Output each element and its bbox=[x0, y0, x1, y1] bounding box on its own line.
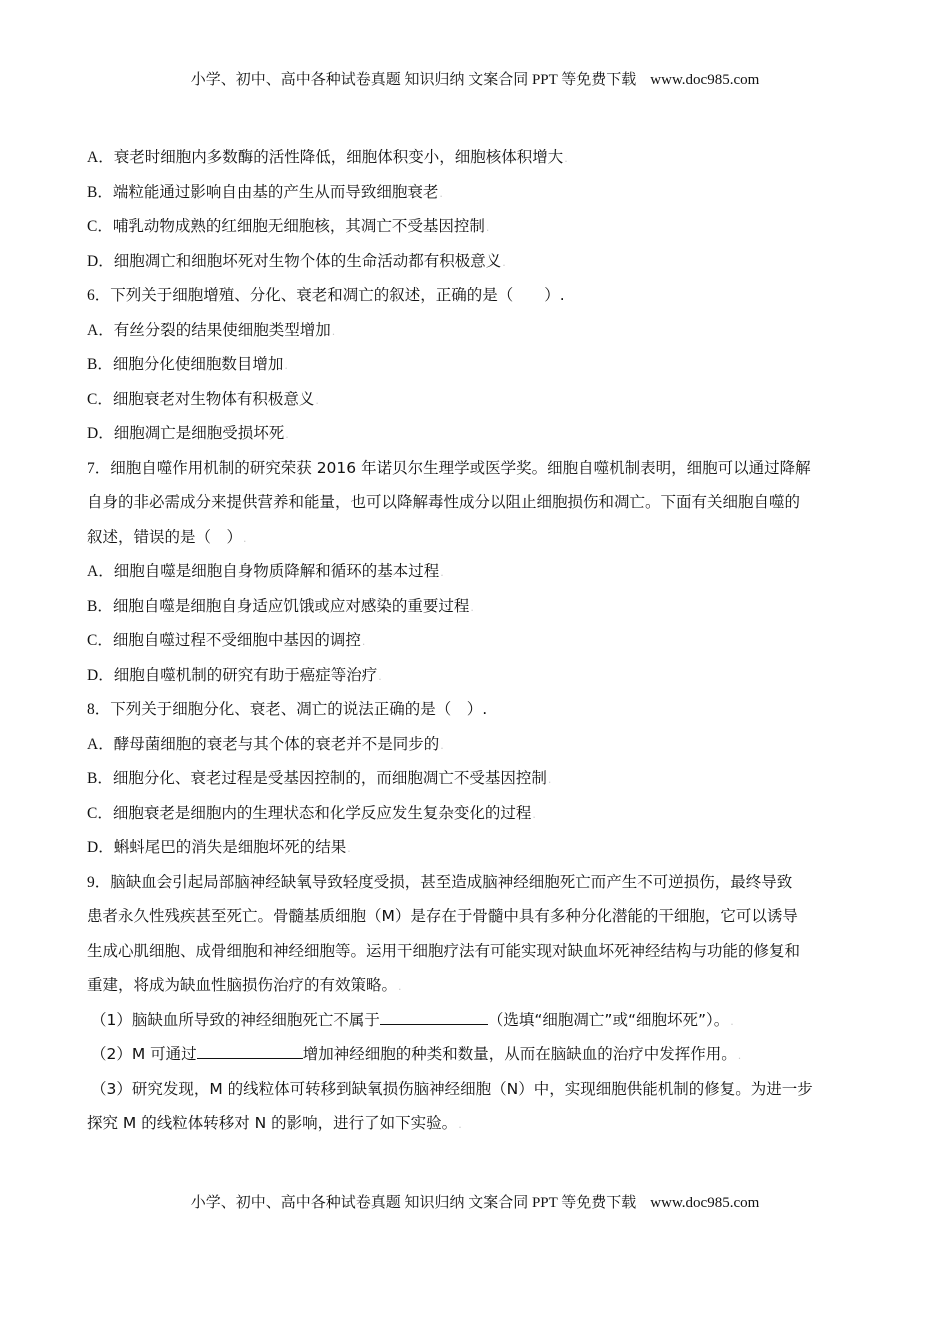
answer-blank-2[interactable] bbox=[197, 1044, 303, 1059]
answer-blank-1[interactable] bbox=[380, 1010, 488, 1025]
q5-option-c: C．哺乳动物成熟的红细胞无细胞核，其凋亡不受基因控制. bbox=[87, 217, 490, 235]
footer-text: 小学、初中、高中各种试卷真题 知识归纳 文案合同 PPT 等免费下载 bbox=[190, 1195, 637, 1211]
q5-option-d: D．细胞凋亡和细胞坏死对生物个体的生命活动都有积极意义. bbox=[87, 251, 506, 270]
q8-option-c: C．细胞衰老是细胞内的生理状态和化学反应发生复杂变化的过程. bbox=[87, 803, 536, 822]
q7-stem-line-1: 7．细胞自噬作用机制的研究荣获 2016 年诺贝尔生理学或医学奖。细胞自噬机制表明，细胞可以通过降解 bbox=[87, 458, 811, 477]
q9-stem-line-2: 患者永久性残疾甚至死亡。骨髓基质细胞（M）是存在于骨髓中具有多种分化潜能的干细胞，它可以诱导 bbox=[87, 907, 798, 925]
q8-option-a: A．酵母菌细胞的衰老与其个体的衰老并不是同步的. bbox=[87, 734, 444, 753]
q7-stem-line-3: 叙述，错误的是（ ）. bbox=[87, 527, 247, 546]
q8-stem: 8．下列关于细胞分化、衰老、凋亡的说法正确的是（ ）. bbox=[87, 700, 488, 718]
footer-banner bbox=[0, 1191, 950, 1212]
q9-stem-line-1: 9．脑缺血会引起局部脑神经缺氧导致轻度受损，甚至造成脑神经细胞死亡而产生不可逆损伤，最终导致 bbox=[87, 872, 793, 891]
q9-sub-question-3-line-2: 探究 M 的线粒体转移对 N 的影响，进行了如下实验。. bbox=[87, 1114, 462, 1132]
q6-option-c: C．细胞衰老对生物体有积极意义. bbox=[87, 389, 319, 408]
q9-sub-question-2: （2）M 可通过 增加神经细胞的种类和数量，从而在脑缺血的治疗中发挥作用。. bbox=[91, 1045, 742, 1063]
q9-stem-line-4: 重建，将成为缺血性脑损伤治疗的有效策略。. bbox=[87, 976, 402, 994]
q9-stem-line-3: 生成心肌细胞、成骨细胞和神经细胞等。运用干细胞疗法有可能实现对缺血坏死神经结构与功能的修复和 bbox=[87, 941, 801, 960]
q8-option-b: B．细胞分化、衰老过程是受基因控制的，而细胞凋亡不受基因控制. bbox=[87, 769, 552, 787]
q5-option-a: A．衰老时细胞内多数酶的活性降低，细胞体积变小，细胞核体积增大. bbox=[87, 148, 568, 166]
q8-option-d: D．蝌蚪尾巴的消失是细胞坏死的结果. bbox=[87, 838, 351, 856]
header-text: 小学、初中、高中各种试卷真题 知识归纳 文案合同 PPT 等免费下载 bbox=[190, 72, 637, 88]
header-banner bbox=[0, 68, 950, 89]
q9-sub-question-3-line-1: （3）研究发现，M 的线粒体可转移到缺氧损伤脑神经细胞（N）中，实现细胞供能机制的修复。为进一步 bbox=[91, 1079, 813, 1098]
q7-option-d: D．细胞自噬机制的研究有助于癌症等治疗. bbox=[87, 665, 382, 684]
q7-option-a: A．细胞自噬是细胞自身物质降解和循环的基本过程. bbox=[87, 562, 444, 580]
q6-option-d: D．细胞凋亡是细胞受损坏死. bbox=[87, 424, 289, 442]
q7-option-c: C．细胞自噬过程不受细胞中基因的调控. bbox=[87, 631, 366, 649]
q7-stem-line-2: 自身的非必需成分来提供营养和能量，也可以降解毒性成分以阻止细胞损伤和凋亡。下面有关细胞自噬的 bbox=[87, 493, 801, 511]
q6-stem: 6．下列关于细胞增殖、分化、衰老和凋亡的叙述，正确的是（ ）. bbox=[87, 286, 565, 304]
header-url[interactable]: www.doc985.com bbox=[650, 72, 760, 88]
q7-option-b: B．细胞自噬是细胞自身适应饥饿或应对感染的重要过程. bbox=[87, 596, 474, 615]
footer-url[interactable]: www.doc985.com bbox=[650, 1195, 760, 1211]
q9-sub-question-1: （1）脑缺血所导致的神经细胞死亡不属于 （选填“细胞凋亡”或“细胞坏死”）。. bbox=[91, 1010, 734, 1029]
q6-option-b: B．细胞分化使细胞数目增加. bbox=[87, 355, 288, 373]
q5-option-b: B．端粒能通过影响自由基的产生从而导致细胞衰老. bbox=[87, 182, 443, 201]
q6-option-a: A．有丝分裂的结果使细胞类型增加. bbox=[87, 320, 336, 339]
question-content bbox=[87, 140, 867, 1141]
